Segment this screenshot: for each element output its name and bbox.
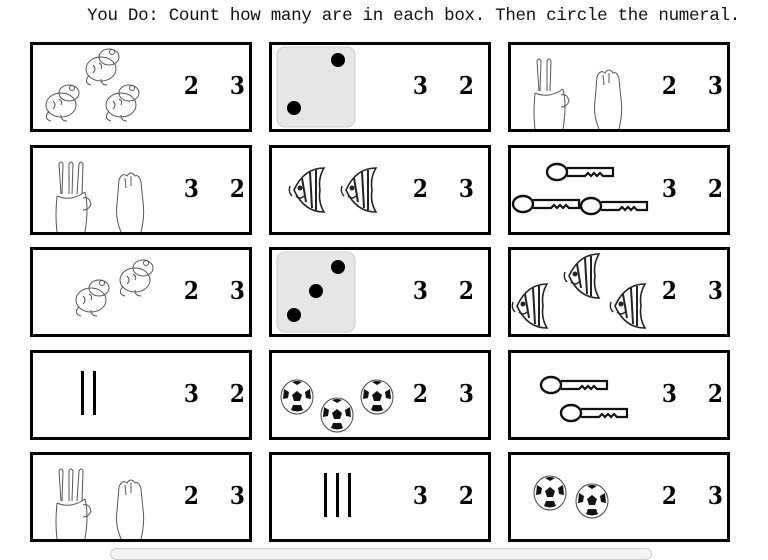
numeral-choice[interactable]: 3 [412, 276, 428, 305]
key-icon [511, 190, 583, 222]
numeral-choice[interactable]: 2 [661, 481, 677, 510]
fish-icon [511, 280, 555, 336]
key-icon [545, 158, 617, 190]
closed-hand-icon [111, 477, 149, 545]
key-icon [559, 399, 631, 431]
numeral-choice[interactable]: 3 [707, 481, 723, 510]
numeral-choice[interactable]: 2 [707, 174, 723, 203]
numeral-choice[interactable]: 3 [229, 71, 245, 100]
frog-icon [39, 81, 85, 127]
counting-box-frog [30, 42, 252, 132]
counting-box-die [269, 42, 491, 132]
counting-box-die [269, 247, 491, 337]
numeral-choice[interactable]: 2 [183, 481, 199, 510]
numeral-choice[interactable]: 3 [707, 276, 723, 305]
numeral-choice[interactable]: 3 [707, 71, 723, 100]
numeral-choice[interactable]: 2 [661, 276, 677, 305]
fish-icon [340, 164, 384, 220]
counting-box-hands [30, 145, 252, 235]
counting-box-tally [269, 452, 491, 542]
soccer-ball-icon [280, 379, 314, 419]
frog-icon [113, 256, 159, 302]
counting-box-fish [269, 145, 491, 235]
numeral-choice[interactable]: 2 [661, 71, 677, 100]
frog-icon [69, 276, 115, 322]
key-icon [579, 192, 651, 224]
raised-fingers-hand-icon [51, 463, 95, 545]
die-icon [276, 251, 356, 337]
counting-box-fish [508, 247, 730, 337]
numeral-choice[interactable]: 3 [661, 379, 677, 408]
numeral-choice[interactable]: 2 [412, 174, 428, 203]
fish-icon [609, 280, 653, 336]
numeral-choice[interactable]: 2 [458, 276, 474, 305]
numeral-choice[interactable]: 2 [707, 379, 723, 408]
tally-marks-icon [79, 371, 119, 419]
numeral-choice[interactable]: 2 [412, 379, 428, 408]
numeral-choice[interactable]: 3 [229, 276, 245, 305]
counting-box-key [508, 145, 730, 235]
frog-icon [99, 81, 145, 127]
counting-box-tally [30, 350, 252, 440]
fish-icon [563, 250, 607, 306]
worksheet-instruction: You Do: Count how many are in each box. Then circle the numeral. [87, 6, 740, 26]
soccer-ball-icon [533, 475, 567, 515]
soccer-ball-icon [360, 379, 394, 419]
numeral-choice[interactable]: 3 [412, 481, 428, 510]
numeral-choice[interactable]: 3 [183, 379, 199, 408]
numeral-choice[interactable]: 3 [183, 174, 199, 203]
numeral-choice[interactable]: 2 [458, 481, 474, 510]
counting-box-frog [30, 247, 252, 337]
soccer-ball-icon [320, 397, 354, 437]
counting-box-hands [508, 42, 730, 132]
numeral-choice[interactable]: 3 [661, 174, 677, 203]
counting-box-key [508, 350, 730, 440]
scrollbar[interactable] [110, 548, 652, 560]
fish-icon [288, 164, 332, 220]
numeral-choice[interactable]: 2 [229, 174, 245, 203]
counting-box-soccer-ball [269, 350, 491, 440]
numeral-choice[interactable]: 3 [458, 379, 474, 408]
tally-marks-icon [322, 473, 362, 521]
counting-box-hands [30, 452, 252, 542]
closed-hand-icon [111, 170, 149, 238]
closed-hand-icon [589, 67, 627, 135]
raised-fingers-hand-icon [529, 53, 573, 135]
raised-fingers-hand-icon [51, 156, 95, 238]
numeral-choice[interactable]: 2 [229, 379, 245, 408]
die-icon [276, 46, 356, 132]
numeral-choice[interactable]: 2 [458, 71, 474, 100]
numeral-choice[interactable]: 2 [183, 71, 199, 100]
numeral-choice[interactable]: 2 [183, 276, 199, 305]
numeral-choice[interactable]: 3 [412, 71, 428, 100]
counting-box-soccer-ball [508, 452, 730, 542]
soccer-ball-icon [575, 483, 609, 523]
numeral-choice[interactable]: 3 [229, 481, 245, 510]
numeral-choice[interactable]: 3 [458, 174, 474, 203]
